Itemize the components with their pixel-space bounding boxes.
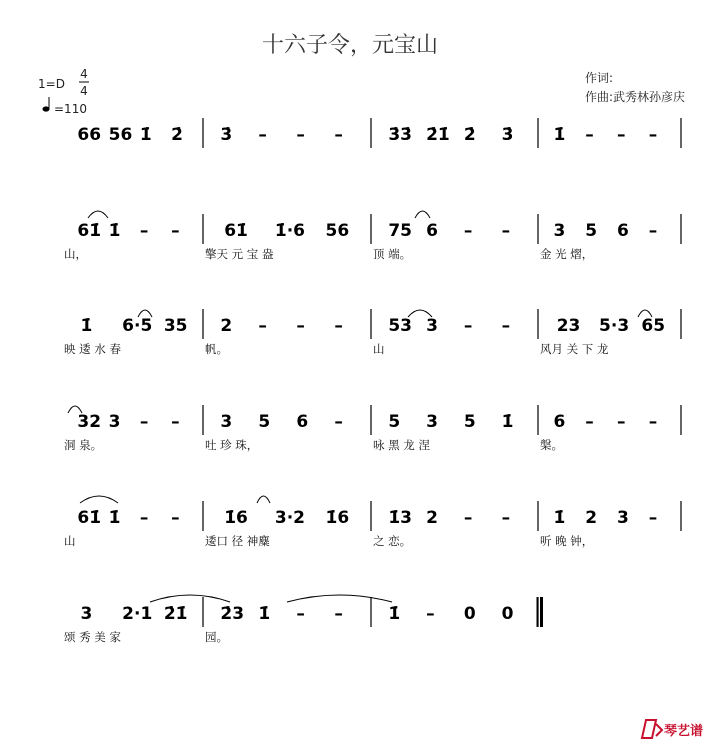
- final-bar-thick: [540, 597, 543, 627]
- lyric-text: 山: [64, 534, 76, 548]
- lyricist-credit: 作词:: [585, 71, 614, 85]
- note: –: [258, 125, 267, 145]
- note: 2·1: [122, 604, 153, 624]
- note: 3̇: [501, 125, 514, 145]
- note: 3: [426, 412, 438, 432]
- note: 35: [163, 316, 188, 336]
- logo-text: 琴艺谱: [664, 724, 704, 739]
- lyric-text: 园。: [205, 630, 228, 644]
- note: 3: [80, 604, 93, 624]
- lyric-text: 金 光 熠，: [540, 247, 594, 261]
- note: –: [334, 604, 343, 624]
- note: –: [171, 508, 180, 528]
- note: 32: [77, 412, 102, 432]
- note: 2: [426, 508, 438, 528]
- lyric-text: 颂 秀 美 家: [64, 630, 121, 644]
- tempo-marking: =110: [54, 102, 87, 116]
- note: –: [585, 125, 594, 145]
- note: 1̇: [258, 604, 271, 624]
- note: 2̇3: [220, 604, 245, 624]
- note: –: [463, 316, 473, 336]
- note: 1̇: [80, 316, 93, 336]
- note: –: [648, 412, 658, 432]
- note: –: [648, 221, 658, 241]
- note: 0: [463, 604, 476, 624]
- note: 3: [426, 316, 438, 336]
- note: 2̇1̇: [163, 604, 188, 624]
- note: 61̇: [224, 221, 248, 241]
- site-logo: [642, 720, 703, 739]
- key-signature: 1=D: [38, 77, 65, 91]
- lyric-text: 逶口 径 神麋: [205, 534, 270, 548]
- note: 23: [556, 316, 581, 336]
- score-row: [64, 501, 681, 548]
- lyric-text: 之 恋。: [373, 534, 412, 548]
- note: 5·3: [599, 316, 630, 336]
- note: 1̇6: [224, 508, 248, 528]
- note: 1̇: [108, 508, 121, 528]
- logo-mark-icon: [642, 720, 662, 738]
- note: 61̇: [77, 508, 102, 528]
- note: 1̇: [108, 221, 121, 241]
- note: –: [139, 508, 149, 528]
- note: 65: [641, 316, 666, 336]
- note: –: [139, 412, 149, 432]
- note: –: [463, 508, 473, 528]
- time-signature-bottom: 4: [80, 84, 88, 98]
- note: –: [334, 412, 343, 432]
- slur: [150, 595, 230, 602]
- note: 3̇: [220, 125, 233, 145]
- lyric-text: 帆。: [205, 342, 228, 356]
- note: 2̇1̇: [426, 125, 450, 145]
- note: 3̇3̇: [388, 125, 412, 145]
- note: 2: [220, 316, 233, 336]
- note: –: [617, 125, 626, 145]
- note: 1̇: [501, 412, 514, 432]
- lyric-text: 映 逶 水 春: [64, 342, 121, 356]
- note: 0: [501, 604, 514, 624]
- note: –: [171, 221, 180, 241]
- lyric-text: 听 晚 钟，: [540, 534, 594, 548]
- score-body: [64, 118, 681, 644]
- note: –: [258, 316, 267, 336]
- score-title: 十六子令，元宝山: [261, 33, 439, 58]
- score-row: [77, 118, 681, 148]
- note: 3: [220, 412, 233, 432]
- note: –: [334, 125, 343, 145]
- score-row: [64, 214, 681, 261]
- slur: [88, 211, 108, 218]
- note: –: [585, 412, 594, 432]
- note: –: [296, 316, 305, 336]
- note: –: [648, 508, 658, 528]
- note: –: [501, 508, 511, 528]
- lyric-text: 风月 关 下 龙: [540, 342, 609, 356]
- composer-credit: 作曲:武秀林孙彦庆: [585, 90, 686, 104]
- note: 2̇: [463, 125, 476, 145]
- time-signature-top: 4: [80, 67, 88, 81]
- lyric-text: 槃。: [540, 438, 563, 452]
- note: 66: [77, 125, 102, 145]
- note: 2: [585, 508, 598, 528]
- note: –: [617, 412, 626, 432]
- note: 1̇: [553, 508, 566, 528]
- lyric-text: 顶 端。: [373, 247, 412, 261]
- slur: [287, 595, 392, 602]
- note: 1̇: [388, 604, 401, 624]
- note: –: [426, 604, 435, 624]
- note: 61̇: [77, 221, 102, 241]
- note: 3: [553, 221, 566, 241]
- slur: [257, 496, 270, 503]
- note: –: [139, 221, 149, 241]
- note: 1̇·6: [274, 221, 305, 241]
- note: 5: [585, 221, 598, 241]
- note: 2̇: [171, 125, 183, 145]
- note: 5: [258, 412, 271, 432]
- lyric-text: 山，: [64, 247, 87, 261]
- note: –: [501, 316, 511, 336]
- note: 3: [617, 508, 629, 528]
- note: 6: [296, 412, 309, 432]
- quarter-note-icon: [43, 97, 50, 112]
- note: 5: [388, 412, 401, 432]
- note: 1̇6: [325, 508, 350, 528]
- lyric-text: 洞 泉。: [64, 438, 103, 452]
- note: –: [334, 316, 343, 336]
- note: –: [296, 125, 305, 145]
- note: 75: [388, 221, 412, 241]
- note: 3: [108, 412, 121, 432]
- note: 6: [426, 221, 438, 241]
- note: 1̇3: [388, 508, 412, 528]
- note: 6: [553, 412, 566, 432]
- note: –: [501, 221, 511, 241]
- note: –: [296, 604, 305, 624]
- note: 1̇: [139, 125, 152, 145]
- slur: [415, 211, 430, 218]
- lyric-text: 山: [373, 342, 385, 356]
- note: –: [463, 221, 473, 241]
- lyric-text: 吐 珍 珠，: [205, 438, 259, 452]
- note: 56: [325, 221, 350, 241]
- note: 6: [617, 221, 629, 241]
- lyric-text: 擎天 元 宝 盎: [205, 247, 274, 261]
- score-row: [64, 309, 681, 356]
- lyric-text: 咏 黑 龙 涅: [373, 438, 430, 452]
- note: 3·2: [274, 508, 305, 528]
- note: 6·5: [122, 316, 153, 336]
- note: 56: [108, 125, 133, 145]
- note: 5: [463, 412, 476, 432]
- note: –: [648, 125, 658, 145]
- slur: [80, 496, 118, 503]
- note: –: [171, 412, 180, 432]
- score-row: [64, 597, 543, 644]
- score-row: [64, 405, 681, 452]
- note: 53: [388, 316, 412, 336]
- key-signature-block: [38, 67, 89, 116]
- note: 1̇: [553, 125, 566, 145]
